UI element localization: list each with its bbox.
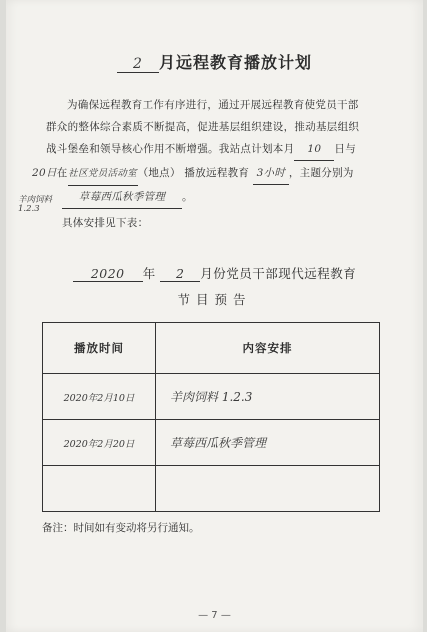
title-month-field: 2 [117,56,159,73]
program-month-field: 2 [160,266,200,282]
row-content: 羊肉饲料 1.2.3 [156,374,380,420]
intro-line-3-text: 战斗堡垒和领导核心作用不断增强。我站点计划本月 [46,143,295,155]
program-year-suffix: 年 [142,266,156,281]
intro-line-2: 群众的整体综合素质不断提高，促进基层组织建设，推动基层组织 [46,121,360,133]
table-row [43,374,380,420]
intro-line-5 [62,186,412,209]
table-header-row [43,323,380,374]
table-row [43,420,380,466]
program-year-field: 2020 [73,266,143,282]
row-time: 2020年2月10日 [43,374,156,420]
table-row [43,466,380,512]
row-time [43,466,156,512]
place-note: （地点） [137,167,181,179]
hours-field: 3小时 [253,162,289,185]
intro-line-1: 为确保远程教育工作有序进行，通过开展远程教育使党员干部 [67,99,359,111]
program-preview-heading: 节目预告 [177,292,252,307]
page-number: — 7 — [198,610,231,621]
schedule-table [42,322,380,512]
schedule-intro: 具体安排见下表： [62,217,149,229]
title-text: 月远程教育播放计划 [158,53,312,72]
program-subtitle-rest: 月份党员干部现代远程教育 [200,266,357,281]
intro-line-4 [32,162,412,186]
intro-line-3 [46,138,396,161]
row-content [156,466,380,512]
topic-margin-note: 羊肉饲料1.2.3 [18,195,53,214]
header-time: 播放时间 [43,323,156,374]
footnote: 备注：时间如有变动将另行通知。 [42,522,200,534]
row-content: 草莓西瓜秋季管理 [156,420,380,466]
topics-field: 草莓西瓜秋季管理 [62,186,182,209]
page-title [6,50,423,73]
intro-at: 在 [56,167,68,179]
second-date-field: 20日 [32,167,57,179]
intro-day-suffix: 日与 [334,143,357,155]
header-content: 内容安排 [156,323,380,374]
day-field: 10 [294,138,334,161]
place-field: 社区党员活动室 [68,163,138,186]
intro-line-4-end: ，主题分别为 [288,167,354,179]
document-page [6,0,423,632]
program-subtitle [6,264,423,282]
intro-period: 。 [182,191,193,203]
row-time: 2020年2月20日 [43,420,156,466]
intro-line-4-mid: 播放远程教育 [184,167,250,179]
